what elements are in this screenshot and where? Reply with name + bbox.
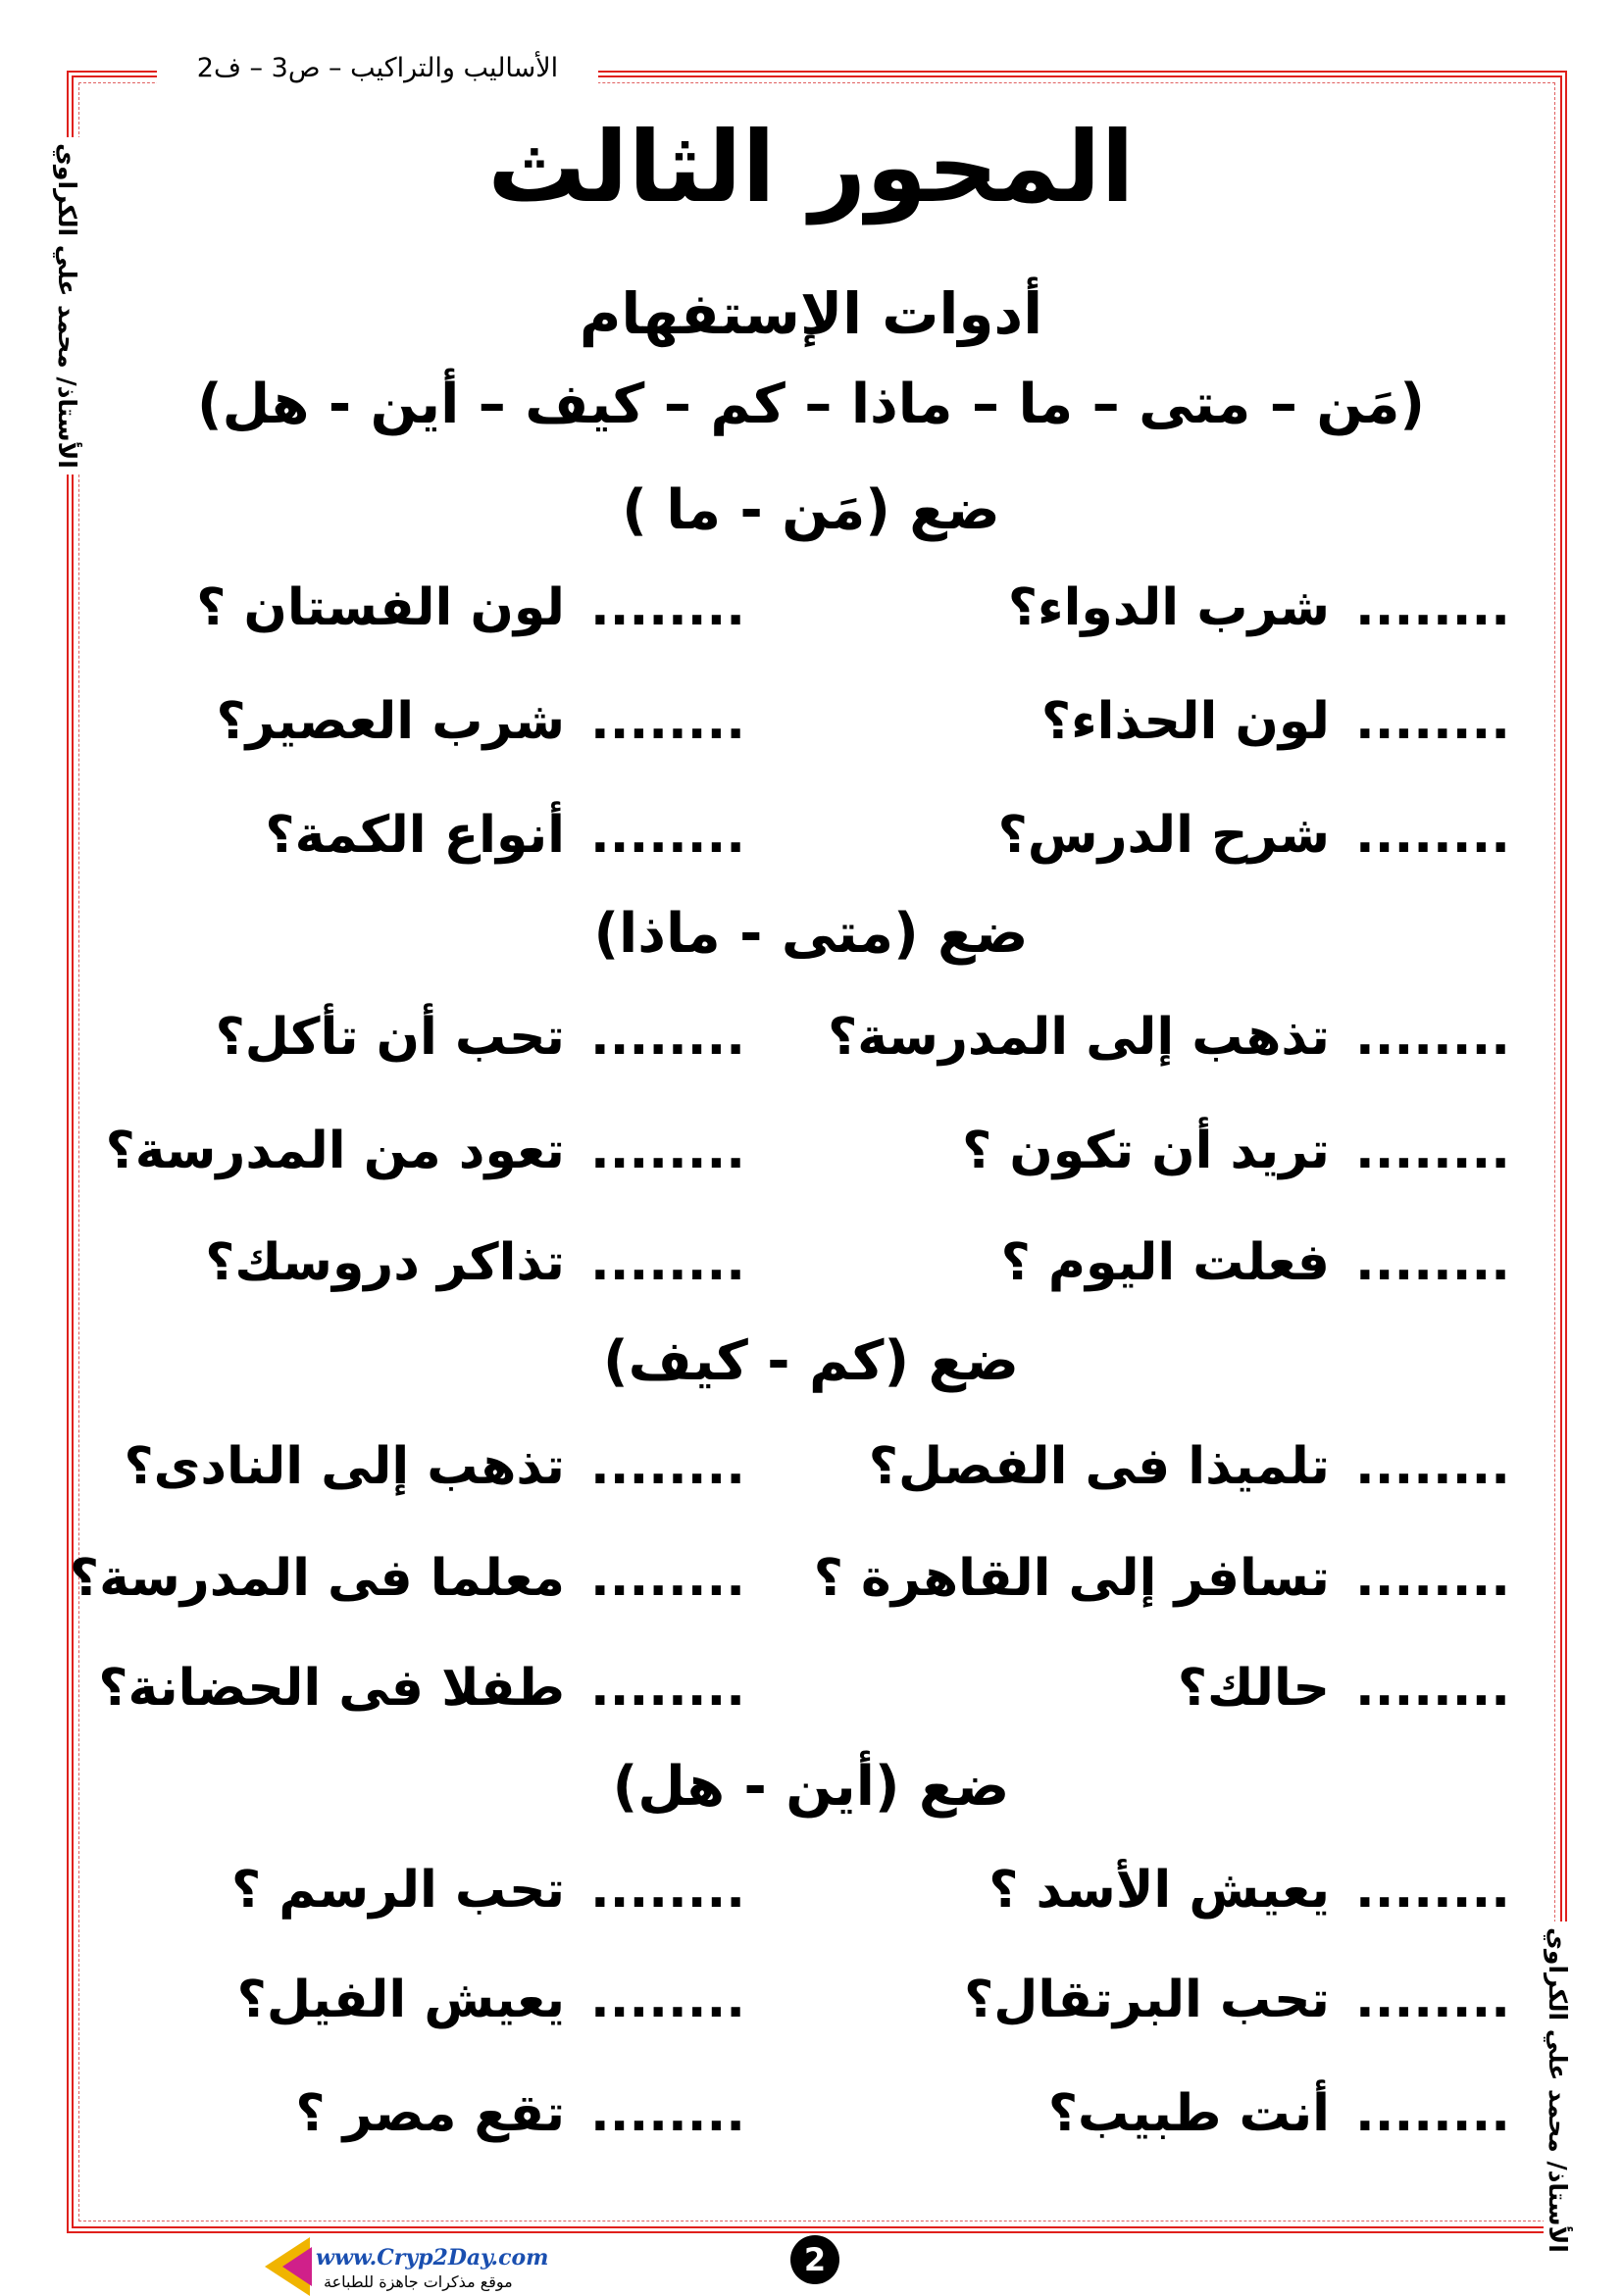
question-text: يعيش الفيل؟ xyxy=(236,1971,565,2029)
question-text: تحب الرسم ؟ xyxy=(230,1861,565,1920)
blank: ........ xyxy=(589,1008,745,1067)
question-text: تقع مصر ؟ xyxy=(295,2084,565,2143)
question-item xyxy=(765,2084,1510,2143)
question-item xyxy=(0,1861,745,1920)
question-item xyxy=(765,806,1510,865)
question-item xyxy=(0,2084,745,2143)
question-item xyxy=(0,1659,745,1718)
question-text: شرب الدواء؟ xyxy=(1007,578,1330,637)
question-item xyxy=(765,1549,1510,1608)
page-title: المحور الثالث xyxy=(487,110,1135,225)
question-item xyxy=(0,1971,745,2029)
blank: ........ xyxy=(589,1971,745,2029)
blank: ........ xyxy=(1354,578,1510,637)
blank: ........ xyxy=(589,1659,745,1718)
question-item xyxy=(765,692,1510,751)
blank: ........ xyxy=(1354,1659,1510,1718)
blank: ........ xyxy=(1354,1233,1510,1292)
blank: ........ xyxy=(1354,1437,1510,1496)
question-text: لون الفستان ؟ xyxy=(196,578,565,637)
question-text: تسافر إلى القاهرة ؟ xyxy=(813,1549,1330,1608)
question-text: تعود من المدرسة؟ xyxy=(105,1122,565,1180)
question-item xyxy=(765,1008,1510,1067)
blank: ........ xyxy=(589,1233,745,1292)
question-text: شرح الدرس؟ xyxy=(997,806,1330,865)
question-text: تذهب إلى المدرسة؟ xyxy=(828,1008,1330,1067)
site-logo-accent-icon xyxy=(282,2247,312,2286)
question-item xyxy=(0,1122,745,1180)
blank: ........ xyxy=(589,1437,745,1496)
blank: ........ xyxy=(589,1549,745,1608)
question-item xyxy=(765,1122,1510,1180)
section-heading: ضع (مَن - ما ) xyxy=(622,478,1000,542)
question-item xyxy=(765,1971,1510,2029)
running-header: الأساليب والتراكيب – ص3 – ف2 xyxy=(157,53,598,83)
tools-list: (مَن – متى – ما – ماذا – كم – كيف – أين - هل) xyxy=(197,373,1425,436)
question-item xyxy=(765,1659,1510,1718)
blank: ........ xyxy=(1354,1008,1510,1067)
question-text: معلما فى المدرسة؟ xyxy=(69,1549,565,1608)
blank: ........ xyxy=(589,2084,745,2143)
section-heading: ضع (متى - ماذا) xyxy=(593,902,1029,966)
section-heading: ضع (أين - هل) xyxy=(612,1755,1010,1819)
question-item xyxy=(0,692,745,751)
question-item xyxy=(0,1233,745,1292)
question-item xyxy=(0,806,745,865)
blank: ........ xyxy=(589,578,745,637)
blank: ........ xyxy=(589,806,745,865)
question-text: تلميذا فى الفصل؟ xyxy=(868,1437,1330,1496)
section-heading: ضع (كم - كيف) xyxy=(603,1329,1019,1393)
blank: ........ xyxy=(1354,2084,1510,2143)
question-text: تريد أن تكون ؟ xyxy=(962,1122,1330,1180)
question-item xyxy=(0,578,745,637)
site-tagline: موقع مذكرات جاهزة للطباعة xyxy=(324,2272,513,2291)
blank: ........ xyxy=(1354,692,1510,751)
blank: ........ xyxy=(1354,1122,1510,1180)
question-text: تحب البرتقال؟ xyxy=(964,1971,1330,2029)
blank: ........ xyxy=(589,1122,745,1180)
question-text: شرب العصير؟ xyxy=(216,692,565,751)
question-text: يعيش الأسد ؟ xyxy=(988,1861,1330,1920)
blank: ........ xyxy=(1354,1861,1510,1920)
blank: ........ xyxy=(1354,1549,1510,1608)
question-item xyxy=(0,1008,745,1067)
question-text: تحب أن تأكل؟ xyxy=(215,1008,565,1067)
question-text: تذاكر دروسك؟ xyxy=(205,1233,565,1292)
page-subtitle: أدوات الإستفهام xyxy=(579,280,1043,347)
question-text: فعلت اليوم ؟ xyxy=(1000,1233,1330,1292)
question-text: أنواع الكمة؟ xyxy=(265,806,565,865)
question-item xyxy=(765,1233,1510,1292)
site-url[interactable]: www.Cryp2Day.com xyxy=(316,2245,549,2271)
blank: ........ xyxy=(589,1861,745,1920)
question-text: طفلا فى الحضانة؟ xyxy=(98,1659,565,1718)
question-item xyxy=(765,578,1510,637)
page-number: 2 xyxy=(790,2235,839,2284)
question-text: تذهب إلى النادى؟ xyxy=(124,1437,565,1496)
question-text: أنت طبيب؟ xyxy=(1047,2084,1330,2143)
question-text: لون الحذاء؟ xyxy=(1040,692,1330,751)
question-item xyxy=(0,1549,745,1608)
blank: ........ xyxy=(589,692,745,751)
teacher-label-bottom: الأستاذ/ محمد علي الكراوي xyxy=(1544,1922,1572,2259)
question-item xyxy=(765,1437,1510,1496)
question-item xyxy=(765,1861,1510,1920)
question-item xyxy=(0,1437,745,1496)
blank: ........ xyxy=(1354,1971,1510,2029)
question-text: حالك؟ xyxy=(1177,1659,1330,1718)
blank: ........ xyxy=(1354,806,1510,865)
teacher-label-top: الأستاذ/ محمد علي الكراوي xyxy=(53,137,81,474)
